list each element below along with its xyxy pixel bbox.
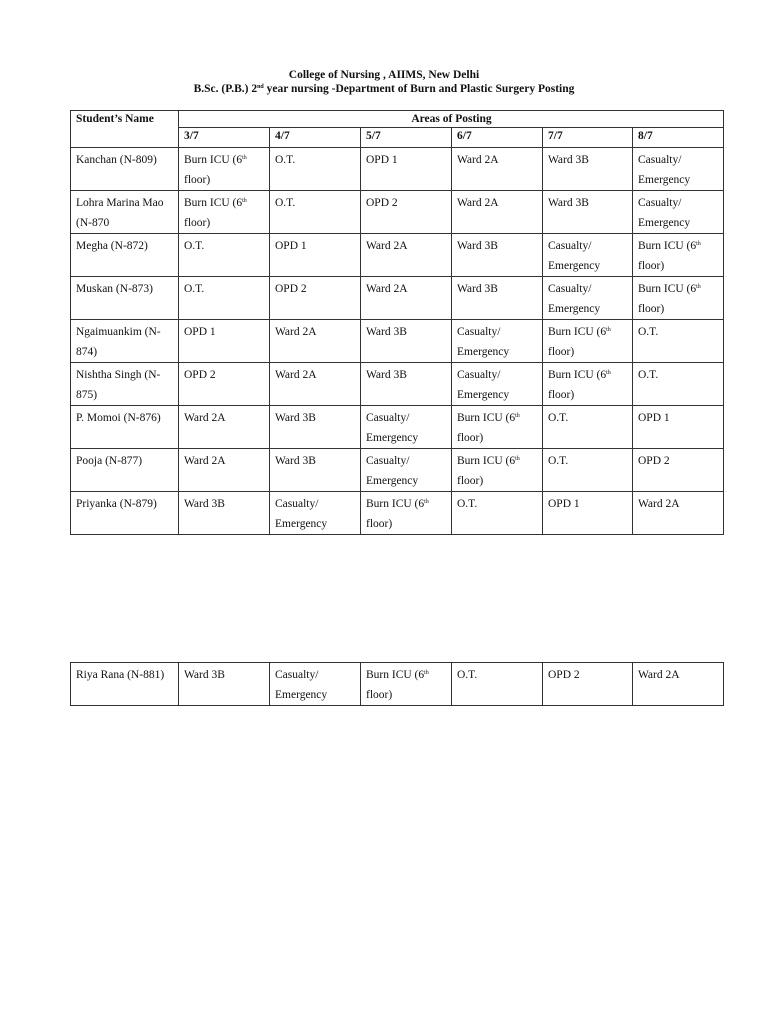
posting-cell: Casualty/ Emergency	[270, 492, 361, 535]
posting-cell: Ward 3B	[361, 363, 452, 406]
student-name: Ngaimuankim (N-874)	[71, 320, 179, 363]
posting-cell: Burn ICU (6th floor)	[361, 663, 452, 706]
posting-cell: Casualty/ Emergency	[361, 406, 452, 449]
student-row	[71, 191, 724, 234]
posting-cell: Burn ICU (6th floor)	[633, 277, 724, 320]
posting-cell: OPD 2	[179, 363, 270, 406]
posting-cell: OPD 2	[633, 449, 724, 492]
posting-cell: Ward 2A	[179, 449, 270, 492]
date-header: 7/7	[543, 128, 633, 148]
college-title: College of Nursing , AIIMS, New Delhi	[288, 69, 480, 81]
posting-cell: O.T.	[543, 406, 633, 449]
student-name: Riya Rana (N-881)	[71, 663, 179, 706]
posting-table-continued	[70, 662, 724, 706]
posting-cell: OPD 2	[543, 663, 633, 706]
posting-title-pre: B.Sc. (P.B.) 2	[193, 83, 258, 95]
posting-cell: Ward 2A	[270, 363, 361, 406]
student-row	[71, 277, 724, 320]
posting-cell: Burn ICU (6th floor)	[543, 363, 633, 406]
posting-cell: OPD 1	[361, 148, 452, 191]
posting-cell: Ward 3B	[543, 191, 633, 234]
student-name: Kanchan (N-809)	[71, 148, 179, 191]
areas-header: Areas of Posting	[179, 111, 724, 128]
student-name: Priyanka (N-879)	[71, 492, 179, 535]
posting-cell: Ward 2A	[179, 406, 270, 449]
posting-cell: Ward 2A	[361, 277, 452, 320]
posting-cell: Ward 2A	[452, 191, 543, 234]
date-header: 8/7	[633, 128, 724, 148]
posting-cell: OPD 2	[270, 277, 361, 320]
posting-cell: O.T.	[270, 191, 361, 234]
posting-cell: O.T.	[270, 148, 361, 191]
posting-cell: OPD 1	[543, 492, 633, 535]
posting-cell: O.T.	[179, 234, 270, 277]
posting-cell: Casualty/ Emergency	[543, 277, 633, 320]
posting-cell: Ward 2A	[361, 234, 452, 277]
posting-cell: O.T.	[179, 277, 270, 320]
posting-cell: Ward 3B	[452, 234, 543, 277]
posting-title-sup: nd	[257, 84, 264, 90]
date-header: 3/7	[179, 128, 270, 148]
posting-cell: O.T.	[452, 663, 543, 706]
posting-cell: Burn ICU (6th floor)	[179, 191, 270, 234]
posting-cell: Ward 3B	[270, 449, 361, 492]
posting-title	[0, 83, 768, 95]
posting-cell: Ward 3B	[270, 406, 361, 449]
posting-cell: Ward 3B	[179, 663, 270, 706]
date-header: 4/7	[270, 128, 361, 148]
posting-title-post: year nursing -Department of Burn and Plastic Surgery Posting	[263, 83, 575, 95]
posting-cell: Ward 3B	[452, 277, 543, 320]
posting-cell: Burn ICU (6th floor)	[633, 234, 724, 277]
posting-cell: Casualty/ Emergency	[361, 449, 452, 492]
student-name: Megha (N-872)	[71, 234, 179, 277]
student-name: Nishtha Singh (N-875)	[71, 363, 179, 406]
name-header: Student’s Name	[71, 111, 179, 148]
posting-cell: Ward 2A	[270, 320, 361, 363]
posting-cell: Burn ICU (6th floor)	[452, 406, 543, 449]
posting-cell: OPD 2	[361, 191, 452, 234]
posting-cell: OPD 1	[179, 320, 270, 363]
date-header: 5/7	[361, 128, 452, 148]
posting-cell: Ward 2A	[633, 492, 724, 535]
student-row	[71, 148, 724, 191]
posting-cell: Ward 3B	[361, 320, 452, 363]
posting-cell: Burn ICU (6th floor)	[543, 320, 633, 363]
student-row	[71, 492, 724, 535]
posting-cell: OPD 1	[633, 406, 724, 449]
posting-cell: Ward 3B	[543, 148, 633, 191]
posting-cell: Burn ICU (6th floor)	[179, 148, 270, 191]
posting-cell: O.T.	[633, 363, 724, 406]
posting-cell: Casualty/ Emergency	[633, 191, 724, 234]
posting-cell: Casualty/ Emergency	[452, 320, 543, 363]
posting-cell: Casualty/ Emergency	[452, 363, 543, 406]
student-name: Muskan (N-873)	[71, 277, 179, 320]
student-row	[71, 234, 724, 277]
student-row	[71, 320, 724, 363]
posting-cell: Casualty/ Emergency	[543, 234, 633, 277]
posting-cell: Burn ICU (6th floor)	[361, 492, 452, 535]
student-row	[71, 449, 724, 492]
posting-cell: O.T.	[543, 449, 633, 492]
posting-cell: Casualty/ Emergency	[270, 663, 361, 706]
posting-cell: OPD 1	[270, 234, 361, 277]
posting-cell: Ward 2A	[633, 663, 724, 706]
posting-cell: O.T.	[452, 492, 543, 535]
posting-cell: Casualty/ Emergency	[633, 148, 724, 191]
student-name: P. Momoi (N-876)	[71, 406, 179, 449]
posting-cell: Burn ICU (6th floor)	[452, 449, 543, 492]
student-row	[71, 406, 724, 449]
posting-cell: O.T.	[633, 320, 724, 363]
posting-cell: Ward 3B	[179, 492, 270, 535]
posting-table	[70, 110, 724, 535]
student-row	[71, 663, 724, 706]
posting-cell: Ward 2A	[452, 148, 543, 191]
date-header: 6/7	[452, 128, 543, 148]
student-name: Lohra Marina Mao (N-870	[71, 191, 179, 234]
student-name: Pooja (N-877)	[71, 449, 179, 492]
student-row	[71, 363, 724, 406]
